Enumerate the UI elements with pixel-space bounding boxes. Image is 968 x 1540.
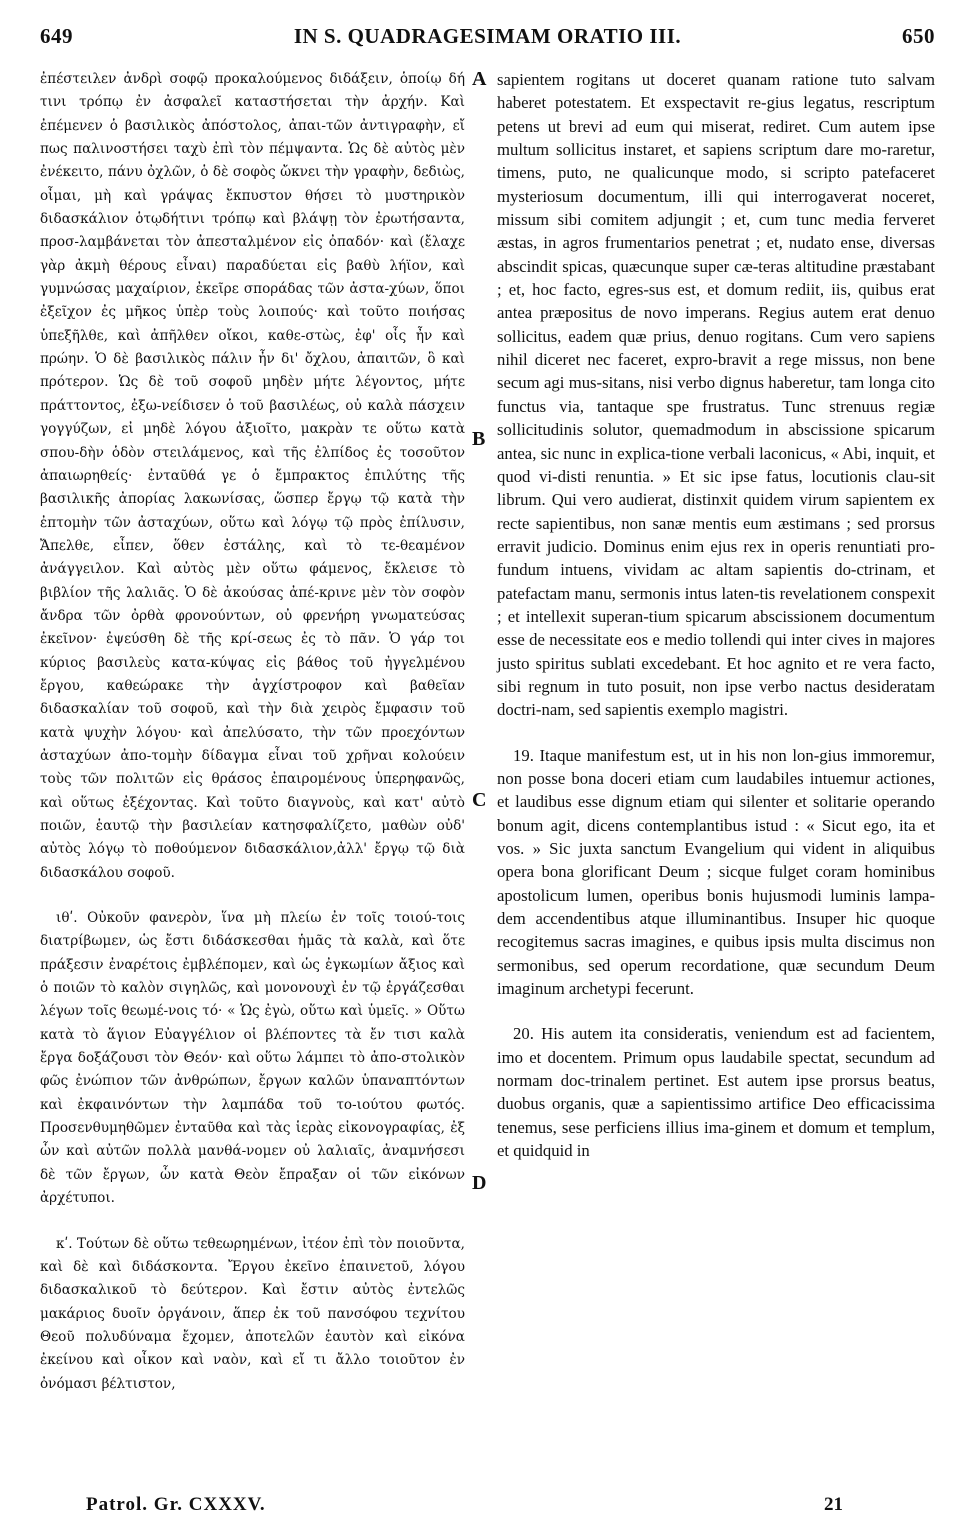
- page-number-left: 649: [40, 24, 73, 48]
- footer-signature-number: 21: [824, 1494, 843, 1515]
- margin-marker-c: C: [472, 789, 487, 811]
- footer-patrologia-volume: Patrol. Gr. CXXXV.: [86, 1494, 266, 1515]
- margin-marker-b: B: [472, 428, 486, 450]
- greek-paragraph-1: ἐπέστειλεν ἀνδρὶ σοφῷ προκαλούμενος διδάξειν, ὁποίῳ δή τινι τρόπῳ ἐν ἀσφαλεῖ καταστήσεται τὴν ἀρχήν. Καὶ ἐπέμενεν ὁ βασιλικὸς ἀπόστολος, ἀπαι-τῶν ἀντιγραφὴν, εἴ πως παλινοστήσει ταχὺ ἐπὶ τὸν πέμψαντα. Ὡς δὲ αὐτὸς μὲν ἐνέκειτο, πάνυ ὀχλῶν, ὁ δὲ σοφὸς ὤκνει τὴν γραφὴν, δεδιὼς, οἶμαι, μὴ καὶ γράψας ἔκπυστον θήσει τὸ μυστηρικὸν διδασκάλιον ὁτῳδήτινι τρόπῳ καὶ βλάψῃ τὸν ἐρωτήσαντα, προσ-λαμβάνεται τὸν ἀπεσταλμένον εἰς ὀπαδόν· καὶ (ἔλαχε γὰρ ἀκμὴ θέρους εἶναι) παραδύεται εἰς βαθὺ λήϊον, καὶ γυμνώσας μαχαίριον, ἐκεῖρε σποράδας τῶν ἀστα-χύων, ὅποι ἐξεῖχον ἐς μῆκος ὑπὲρ τοὺς λοιπούς· καὶ τοῦτο ποιήσας ὑπεξῆλθε, καὶ ἀπῆλθεν οἴκοι, καθε-στὼς, ἐφ' οἷς ἦν καὶ πρώην. Ὁ δὲ βασιλικὸς πάλιν ἦν δι' ὄχλου, ἀπαιτῶν, ὃ καὶ πρότερον. Ὡς δὲ τοῦ σοφοῦ μηδὲν μήτε λέγοντος, μήτε πράττοντος, ἐξω-νείδισεν ὁ τοῦ βασιλέως, οὐ καλὰ πάσχειν γογγύζων, εἰ μηδὲ λόγου ἀξιοῖτο, μακρὰν τε οὕτω κατὰ σπου-δὴν ὁδὸν στειλάμενος, καὶ τῆς ἐλπίδος ἐς τοσοῦτον ἀπαιωρηθείς· ἐνταῦθά γε ὁ ἔμπρακτος ἐπιλύτης τῆς βασιλικῆς ἀπορίας λακωνίσας, ὥσπερ ἔργῳ τῷ κατὰ τὴν ἐπτομὴν τῶν ἀσταχύων, οὕτω καὶ λόγῳ τῷ πρὸς ἐπίλυσιν, Ἄπελθε, εἶπεν, ὅθεν ἐστάλης, καὶ τὸ τε-θεαμένον ἀνάγγειλον. Καὶ αὐτὸς μὲν οὕτω φάμενος, ἔκλεισε τὸ βιβλίον τῆς λαλιᾶς. Ὁ δὲ ἀκούσας ἀπέ-κρινε μὲν τὸν σοφὸν ἄνδρα τῶν ὀρθὰ φρονούντων, οὐ φρενήρη γνωματεύσας ἐκεῖνον· ἐψεύσθη δὲ τῆς κρί-σεως ἐς τὸ πᾶν. Ὁ γάρ τοι κύριος βασιλεὺς κατα-κύψας εἰς βάθος τοῦ ἠγγελμένου ἔργου, καθεώρακε τὴν ἀγχίστροφον καὶ βαθεῖαν διδασκαλίαν τοῦ σοφοῦ, καὶ τὴν διὰ χειρὸς ἔμφασιν τοῦ κατὰ ψυχὴν λόγου· καὶ ἀπελύσατο, τὴν τῶν προεχόντων ἀσταχύων ἀπο-τομὴν δίδαγμα εἶναι τοῦ χρῆναι κολούειν τοὺς τῶν πολιτῶν εἰς θράσος ἐπαιρομένους ὑπερηφανῶς, καὶ οὕτως ἐξέχοντας. Καὶ τοῦτο διαγνοὺς, καὶ κατ' αὐτὸ ποιῶν, ἑαυτῷ τὴν βασιλείαν κατησφαλίζετο, μαθὼν οὐδ' αὐτὸς λόγῳ τὸ ποθούμενον διδασκάλιον,ἀλλ' ἔργῳ τῷ διὰ διδασκάλου σοφοῦ.: [40, 71, 465, 881]
- page-footer: [40, 1494, 935, 1524]
- latin-paragraph-1: sapientem rogitans ut doceret quanam ratione tuto salvam haberet potestatem. Et exspectavit re-gius legatus, rescriptum petens ut brevi ad eum qui miserat, rediret. Cum autem ipse multum sollicitus instaret, et sapiens scriptum dare mo-raretur, timens, puto, ne qualicunque modo, si scripto patefaceret mysteriosum documentum, illi qui interrogaverat noceret, missum sibi comitem adjungit ; et, cum tunc media ferveret æstas, in agros frumentarios penetrat ; et, nudato ense, diversas abscindit spicas, quæcunque super cæ-teras altitudine præstabant ; et, hoc facto, egres-sus est, et domum rediit, iis, quibus erat antea præpositus de novo imperans. Regius autem erat denuo sollicitus, eadem quæ prius, denuo rogitans. Cum vero sapiens nihil diceret nec faceret, expro-bravit a rege missus, non bene secum agi mus-sitans, nisi verbo dignus haberetur, tam longa cito functus via, tantaque spe frustratus. Tunc strenuus regiæ sollicitudinis solutor, quemadmodum in abscissione spicarum antea, sic nunc in explica-tione verbali laconicus, « Abi, inquit, et quod vi-disti renuntia. » Et sic ipse fatus, locutionis clau-sit librum. Qui vero audierat, distinxit quidem virum sapientem ex recte sapientibus, non sanæ mentis eum æstimans ; sed prorsus erravit judicio. Dominus enim ejus rex in operis renuntiati pro-fundum intuens, vividam ac altam sapientis do-ctrinam, et patefactam manu, sermonis intus laten-tis revelationem conspexit ; et intellexit superan-tium spicarum abscissionem documentum esse de necessitate eos e medio tollendi qui inter cives in majores justo spiritus sublati excedebant. Et hoc agnito et re vera facto, sibi regnum in tuto posuit, non ipse verbo nactus desideratam doctri-nam, sed sapientis exemplo magistri.: [497, 70, 935, 720]
- greek-paragraph-20: κʹ. Τούτων δὲ οὕτω τεθεωρημένων, ἰτέον ἐπὶ τὸν ποιοῦντα, καὶ δὲ καὶ διδάσκοντα. Ἔργου ἐκεῖνο ἐπαινετοῦ, λόγου διδασκαλικοῦ τὸ δεύτερον. Καὶ ἔστιν αὐτὸς ἐντελῶς μακάριος δυοῖν ὀργάνοιν, ἅπερ ἐκ τοῦ πανσόφου τεχνίτου Θεοῦ πολυδύναμα ἔχομεν, ἀποτελῶν ἑαυτὸν καὶ εἰκόνα ἐκείνου καὶ οἶκον καὶ ναὸν, καὶ εἴ τι ἄλλο τοιοῦτον ἐν ὀνόμασι βέλτιστον,: [40, 1235, 465, 1392]
- latin-paragraph-20: 20. His autem ita consideratis, veniendum est ad facientem, imo et docentem. Primum opus laudabile spectat, secundum ad normam doc-trinalem pertinet. Est autem ipse prorsus beatus, duobus organis, quæ a sapientissimo artifice Deo efficacissima tenemus, sese perficiens illius ima-ginem et domum et templum, et quidquid in: [497, 1024, 935, 1161]
- margin-marker-a: A: [472, 68, 487, 90]
- running-title: IN S. QUADRAGESIMAM ORATIO III.: [293, 24, 682, 48]
- running-header: [40, 24, 935, 60]
- document-page: [40, 24, 935, 1524]
- greek-column: [40, 68, 465, 1396]
- latin-paragraph-19: 19. Itaque manifestum est, ut in his non lon-gius immoremur, non posse bona doceri etiam cum laudabiles intuemur actiones, et laudibus esse dignum etiam qui silenter et solitarie operando bonum agit, dicens contemplantibus istud : « Sicut ego, ita et vos. » Sic juxta sanctum Evangelium qui vident in aliquibus opera bona glorificant Deum ; sicque fulget coram hominibus apostolicum lumen, operibus bonis hujusmodi luminis lampa-dem accendentibus atque illuminantibus. Insuper hic quoque recogitemus sacras imagines, e quibus ipsis multa discimus non sermonibus, sed operum recordatione, quæ secundum Deum imaginum archetypi fecerunt.: [497, 745, 935, 999]
- greek-paragraph-19: ιθʹ. Οὐκοῦν φανερὸν, ἵνα μὴ πλείω ἐν τοῖς τοιού-τοις διατρίβωμεν, ὡς ἔστι διδάσκεσθαι ἡμᾶς τὰ καλὰ, καὶ ὅτε πράξεσιν ἐναρέτοις ἐμβλέπομεν, καὶ ὡς ἐγκωμίων ἄξιος καὶ ὁ ποιῶν τὸ καλὸν σιγηλῶς, καὶ μονονουχὶ ἐν τῷ ἐργάζεσθαι λέγων τοῖς θεωμέ-νοις τό· « Ὡς ἐγὼ, οὕτω καὶ ὑμεῖς. » Οὕτω κατὰ τὸ ἅγιον Εὐαγγέλιον οἱ βλέποντες τὰ ἔν τισι καλὰ ἔργα δοξάζουσι τὸν Θεόν· καὶ οὕτω λάμπει τὸ ἀπο-στολικὸν φῶς ἐνώπιον τῶν ἀνθρώπων, ἔργων καλῶν ὑπαναπτόντων καὶ ἐκφαινόντων τὴν λαμπάδα τοῦ το-ιούτου φωτός. Προσενθυμηθῶμεν ἐνταῦθα καὶ τὰς ἱερὰς εἰκονογραφίας, ἐξ ὧν καὶ αὐτῶν πολλὰ μανθά-νομεν οὐ λαλιαῖς, ἀναμνήσεσι δὲ τῶν ἔργων, ὧν κατὰ Θεὸν ἔπραξαν οἱ τῶν εἰκόνων ἀρχέτυποι.: [40, 910, 465, 1207]
- latin-column: [497, 68, 935, 1162]
- page-number-right: 650: [902, 24, 935, 48]
- margin-marker-d: D: [472, 1172, 487, 1194]
